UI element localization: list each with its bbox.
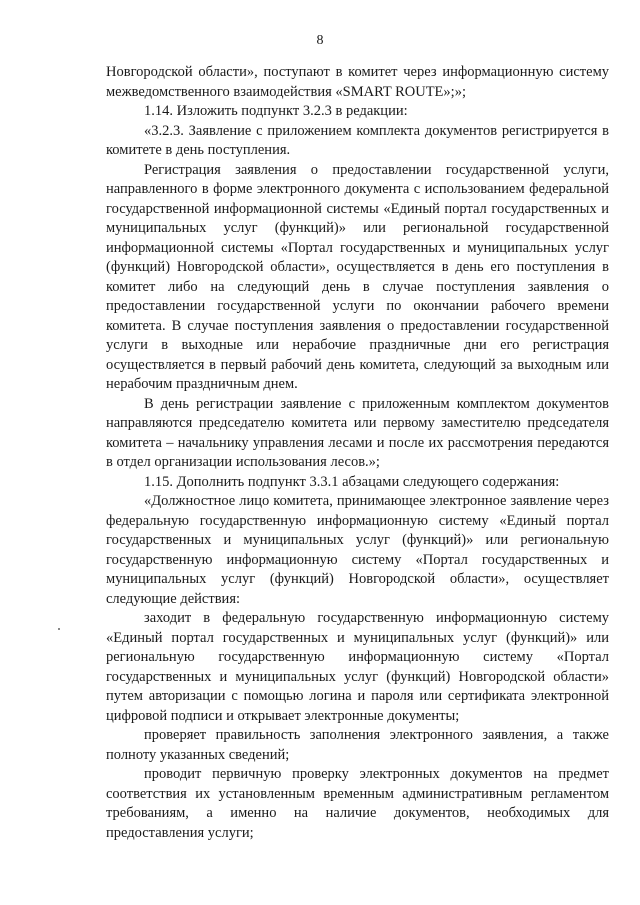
paragraph-1-15: 1.15. Дополнить подпункт 3.3.1 абзацами следующего содержания:: [144, 473, 560, 490]
paragraph-primary-check: проводит первичную проверку электронных документов на предмет соответствия их установленным временным административным регламентом требованиям, а именно на наличие документов, необходимых для предоставления услуги;: [106, 766, 609, 841]
paragraph-1-14: 1.14. Изложить подпункт 3.2.3 в редакции:: [144, 103, 408, 119]
paragraph-registration-day: В день регистрации заявление с приложенным комплектом документов направляются председателю комитета или первому заместителю председателя комитета – начальнику управления лесами и после их рассмотрения передаются в отдел организации использования лесов.»;: [106, 395, 609, 470]
paragraph-3-2-3: «3.2.3. Заявление с приложением комплекта документов регистрируется в комитете в день поступления.: [106, 122, 609, 158]
paragraph-official: «Должностное лицо комитета, принимающее электронное заявление через федеральную государственную информационную систему «Единый портал государственных и муниципальных услуг (функций)» или региональную государственную информационную систему «Портал государственных и муниципальных услуг (функций) Новгородской области», осуществляет следующие действия:: [106, 493, 609, 607]
paragraph-registration: Регистрация заявления о предоставлении государственной услуги, направленного в форме электронного документа с использованием федеральной государственной информационной системы «Единый портал государственных и муниципальных услуг (функций)» или региональной государственной информационной системы «Портал государственных и муниципальных услуг (функций) Новгородской области», осуществляется в день его поступления в комитет либо на следующий день в случае поступления заявления о предоставлении государственной услуги по окончании рабочего времени комитета. В случае поступления заявления о предоставлении государственной услуги в выходные или нерабочие праздничные дни его регистрация осуществляется в первый рабочий день комитета, следующий за выходным или нерабочим праздничным днем.: [106, 161, 609, 392]
document-body: [106, 63, 609, 843]
page-number: 8: [316, 33, 324, 48]
paragraph-checks-correctness: проверяет правильность заполнения электронного заявления, а также полноту указанных сведений;: [106, 727, 609, 763]
paragraph-enters-system: заходит в федеральную государственную информационную систему «Единый портал государственных и муниципальных услуг (функций)» или региональную государственную информационную систему «Портал государственных и муниципальных услуг (функций) Новгородской области» путем авторизации с помощью логина и пароля или сертификата электронной цифровой подписи и открывает электронные документы;: [106, 610, 609, 724]
paragraph-continuation: Новгородской области», поступают в комитет через информационную систему межведомственного взаимодействия «SMART ROUTE»;»;: [106, 64, 609, 100]
scan-speck: [58, 628, 60, 630]
